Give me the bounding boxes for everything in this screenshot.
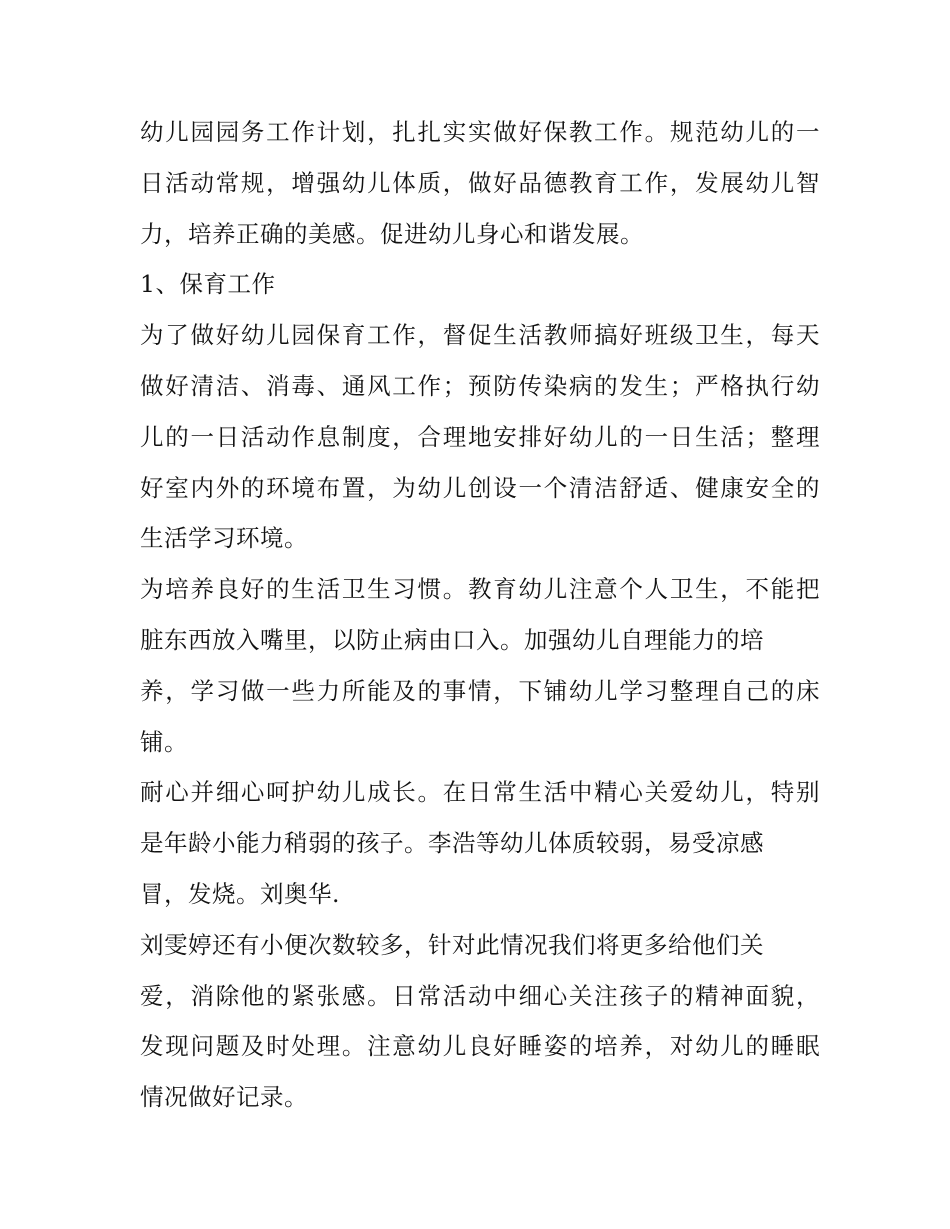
text-line: 铺。: [140, 727, 188, 756]
text-line: 脏东西放入嘴里，以防止病由口入。加强幼儿自理能力的培: [140, 625, 764, 654]
text-line: 好室内外的环境布置，为幼儿创设一个清洁舒适、健康安全的: [140, 473, 820, 502]
text-line: 生活学习环境。: [140, 524, 308, 553]
text-line: 刘雯婷还有小便次数较多，针对此情况我们将更多给他们关: [140, 930, 764, 959]
section-heading: 1、保育工作: [140, 270, 276, 299]
text-line: 是年龄小能力稍弱的孩子。李浩等幼儿体质较弱，易受凉感: [140, 829, 764, 858]
text-line: 力，培养正确的美感。促进幼儿身心和谐发展。: [140, 219, 644, 248]
document-body: [140, 107, 820, 1123]
text-line: 爱，消除他的紧张感。日常活动中细心关注孩子的精神面貌，: [140, 981, 820, 1010]
text-line: 发现问题及时处理。注意幼儿良好睡姿的培养，对幼儿的睡眠: [140, 1032, 820, 1061]
text-line: 幼儿园园务工作计划，扎扎实实做好保教工作。规范幼儿的一: [140, 118, 820, 146]
text-line: 日活动常规，增强幼儿体质，做好品德教育工作，发展幼儿智: [140, 168, 820, 197]
text-line: 情况做好记录。: [140, 1083, 308, 1112]
text-line: 冒，发烧。刘奥华.: [140, 879, 340, 908]
text-line: 做好清洁、消毒、通风工作；预防传染病的发生；严格执行幼: [140, 371, 820, 400]
text-line: 养，学习做一些力所能及的事情，下铺幼儿学习整理自己的床: [140, 676, 820, 705]
text-line: 儿的一日活动作息制度，合理地安排好幼儿的一日生活；整理: [140, 422, 820, 451]
text-line: 为培养良好的生活卫生习惯。教育幼儿注意个人卫生，不能把: [140, 575, 820, 604]
text-line: 耐心并细心呵护幼儿成长。在日常生活中精心关爱幼儿，特别: [140, 778, 820, 807]
text-line: 为了做好幼儿园保育工作，督促生活教师搞好班级卫生，每天: [140, 321, 820, 350]
